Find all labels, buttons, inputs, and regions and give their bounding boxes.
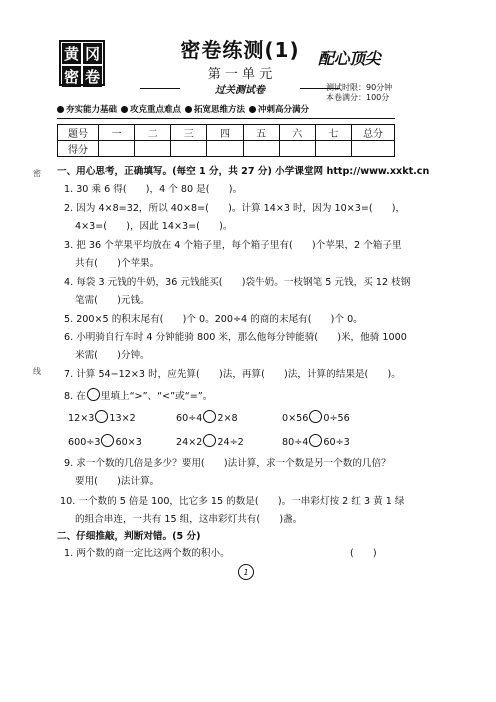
logo-char: 黄: [63, 45, 79, 63]
question-line: 2. 因为 4×8=32，所以 40×8=( )。计算 14×3 时，因为 10×3=( )，: [64, 203, 406, 214]
question-line: 10. 一个数的 5 倍是 100，比它多 15 的数是( )。一串彩灯按 2 红 3 黄 1 绿: [60, 496, 405, 507]
answer-paren[interactable]: ( ): [350, 548, 377, 559]
question-line: 4×3=( )，因此 14×3=( )。: [75, 221, 233, 232]
compare-left: 60÷4: [176, 413, 203, 424]
circle-blank-icon: [87, 388, 100, 401]
question-line: 共有( )个苹果。: [75, 258, 160, 269]
table-header-cell: 总分: [352, 125, 395, 141]
question-line: 1. 30 乘 6 得( )，4 个 80 是( )。: [64, 184, 243, 195]
table-header-cell: 三: [171, 125, 207, 141]
question-line: [64, 388, 212, 403]
score-table: [57, 124, 395, 157]
banner-chip: [249, 103, 309, 115]
logo-char: 卷: [84, 68, 100, 86]
table-header-cell: 五: [243, 125, 279, 141]
section-title: 一、用心思考，正确填写。(每空 1 分，共 27 分) 小学课堂网 http://www.xxkt.cn: [57, 166, 430, 177]
compare-right: 24÷2: [217, 437, 244, 448]
divider: [140, 88, 180, 89]
margin-mark: 密: [33, 169, 41, 178]
score-cell[interactable]: [279, 141, 315, 157]
table-header-cell: 七: [315, 125, 351, 141]
feature-banner: [57, 102, 395, 116]
question-line: 3. 把 36 个苹果平均放在 4 个箱子里，每个箱子里有( )个苹果，2 个箱子里: [64, 240, 402, 251]
banner-chip: [121, 103, 181, 115]
compare-right: 2×8: [217, 413, 238, 424]
banner-label: 夯实能力基础: [66, 105, 118, 115]
banner-chip: [185, 103, 245, 115]
compare-left: 24×2: [176, 437, 203, 448]
table-header-cell: 题号: [58, 125, 99, 141]
compare-right: 60÷3: [323, 437, 350, 448]
question-line: 7. 计算 54−12×3 时，应先算( )法，再算( )法，计算的结果是( )。: [64, 369, 401, 380]
unit-title: 第 一 单 元: [207, 67, 273, 82]
time-limit: 测试时限：90分钟: [326, 83, 393, 92]
banner-label: 拓宽思维方法: [194, 105, 246, 115]
table-row: [58, 125, 395, 141]
question-line: 4. 每袋 3 元钱的牛奶，36 元钱能买( )袋牛奶。一枝钢笔 5 元钱，买 12 枝钢: [64, 277, 411, 288]
compare-left: 12×3: [68, 413, 95, 424]
page-number: 1: [238, 564, 254, 580]
question-line: 6. 小明骑自行车时 4 分钟能骑 800 米，那么他每分钟能骑( )米，他骑 1000: [64, 332, 407, 343]
full-score: 本卷满分：100分: [326, 93, 390, 102]
bullet-icon: [121, 106, 128, 113]
table-header-cell: 六: [279, 125, 315, 141]
compare-item: [176, 434, 244, 449]
bullet-icon: [249, 106, 256, 113]
logo-char: 冈: [84, 45, 100, 63]
divider: [57, 118, 395, 119]
compare-item: [68, 434, 142, 449]
question-line: 9. 求一个数的几倍是多少？要用( )法计算，求一个数是另一个数的几倍？: [64, 458, 391, 469]
answer-circle[interactable]: [101, 434, 114, 447]
question-line: 的组合串连，一共有 15 组，这串彩灯共有( )盏。: [75, 514, 303, 525]
score-cell[interactable]: [352, 141, 395, 157]
table-header-cell: 一: [99, 125, 135, 141]
question-line: 5. 200×5 的积末尾有( )个 0。200÷4 的商的末尾有( )个 0。: [64, 314, 363, 325]
compare-left: 0×56: [282, 413, 309, 424]
compare-item: [282, 434, 350, 449]
subtitle: 过关测试卷: [215, 85, 265, 96]
series-logo: 配心顶尖: [318, 49, 381, 68]
section-title: 二、仔细推敲，判断对错。(5 分): [57, 531, 201, 542]
brand-logo: [59, 40, 105, 86]
table-header-cell: 二: [135, 125, 171, 141]
banner-chip: [57, 103, 117, 115]
answer-circle[interactable]: [203, 410, 216, 423]
table-header-cell: 四: [207, 125, 243, 141]
score-cell[interactable]: [171, 141, 207, 157]
question-line: 米需( )分钟。: [75, 350, 150, 361]
score-cell[interactable]: [243, 141, 279, 157]
compare-item: [176, 410, 238, 425]
question-text: 8. 在: [64, 391, 86, 402]
banner-label: 攻克重点难点: [130, 105, 182, 115]
score-cell[interactable]: [135, 141, 171, 157]
bullet-icon: [57, 106, 64, 113]
score-cell[interactable]: [315, 141, 351, 157]
score-cell[interactable]: [207, 141, 243, 157]
logo-char: 密: [63, 68, 79, 86]
compare-right: 13×2: [109, 413, 136, 424]
answer-circle[interactable]: [203, 434, 216, 447]
question-line: 1. 两个数的商一定比这两个数的积小。: [64, 548, 230, 559]
answer-circle[interactable]: [309, 410, 322, 423]
compare-left: 80÷4: [282, 437, 309, 448]
table-row-label: 得分: [58, 141, 99, 157]
bullet-icon: [185, 106, 192, 113]
question-text: 里填上“>”、“<”或“=”。: [100, 391, 213, 402]
page-title: 密卷练测(1): [180, 38, 300, 62]
answer-circle[interactable]: [309, 434, 322, 447]
table-row: [58, 141, 395, 157]
margin-mark: 线: [33, 367, 41, 376]
compare-item: [282, 410, 350, 425]
answer-circle[interactable]: [95, 410, 108, 423]
compare-right: 60×3: [115, 437, 142, 448]
question-line: 要用( )法计算。: [75, 476, 160, 487]
compare-item: [68, 410, 136, 425]
score-cell[interactable]: [99, 141, 135, 157]
banner-label: 冲刺高分满分: [258, 105, 310, 115]
question-line: 笔需( )元钱。: [75, 295, 150, 306]
compare-left: 600÷3: [68, 437, 101, 448]
compare-right: 0÷56: [323, 413, 350, 424]
